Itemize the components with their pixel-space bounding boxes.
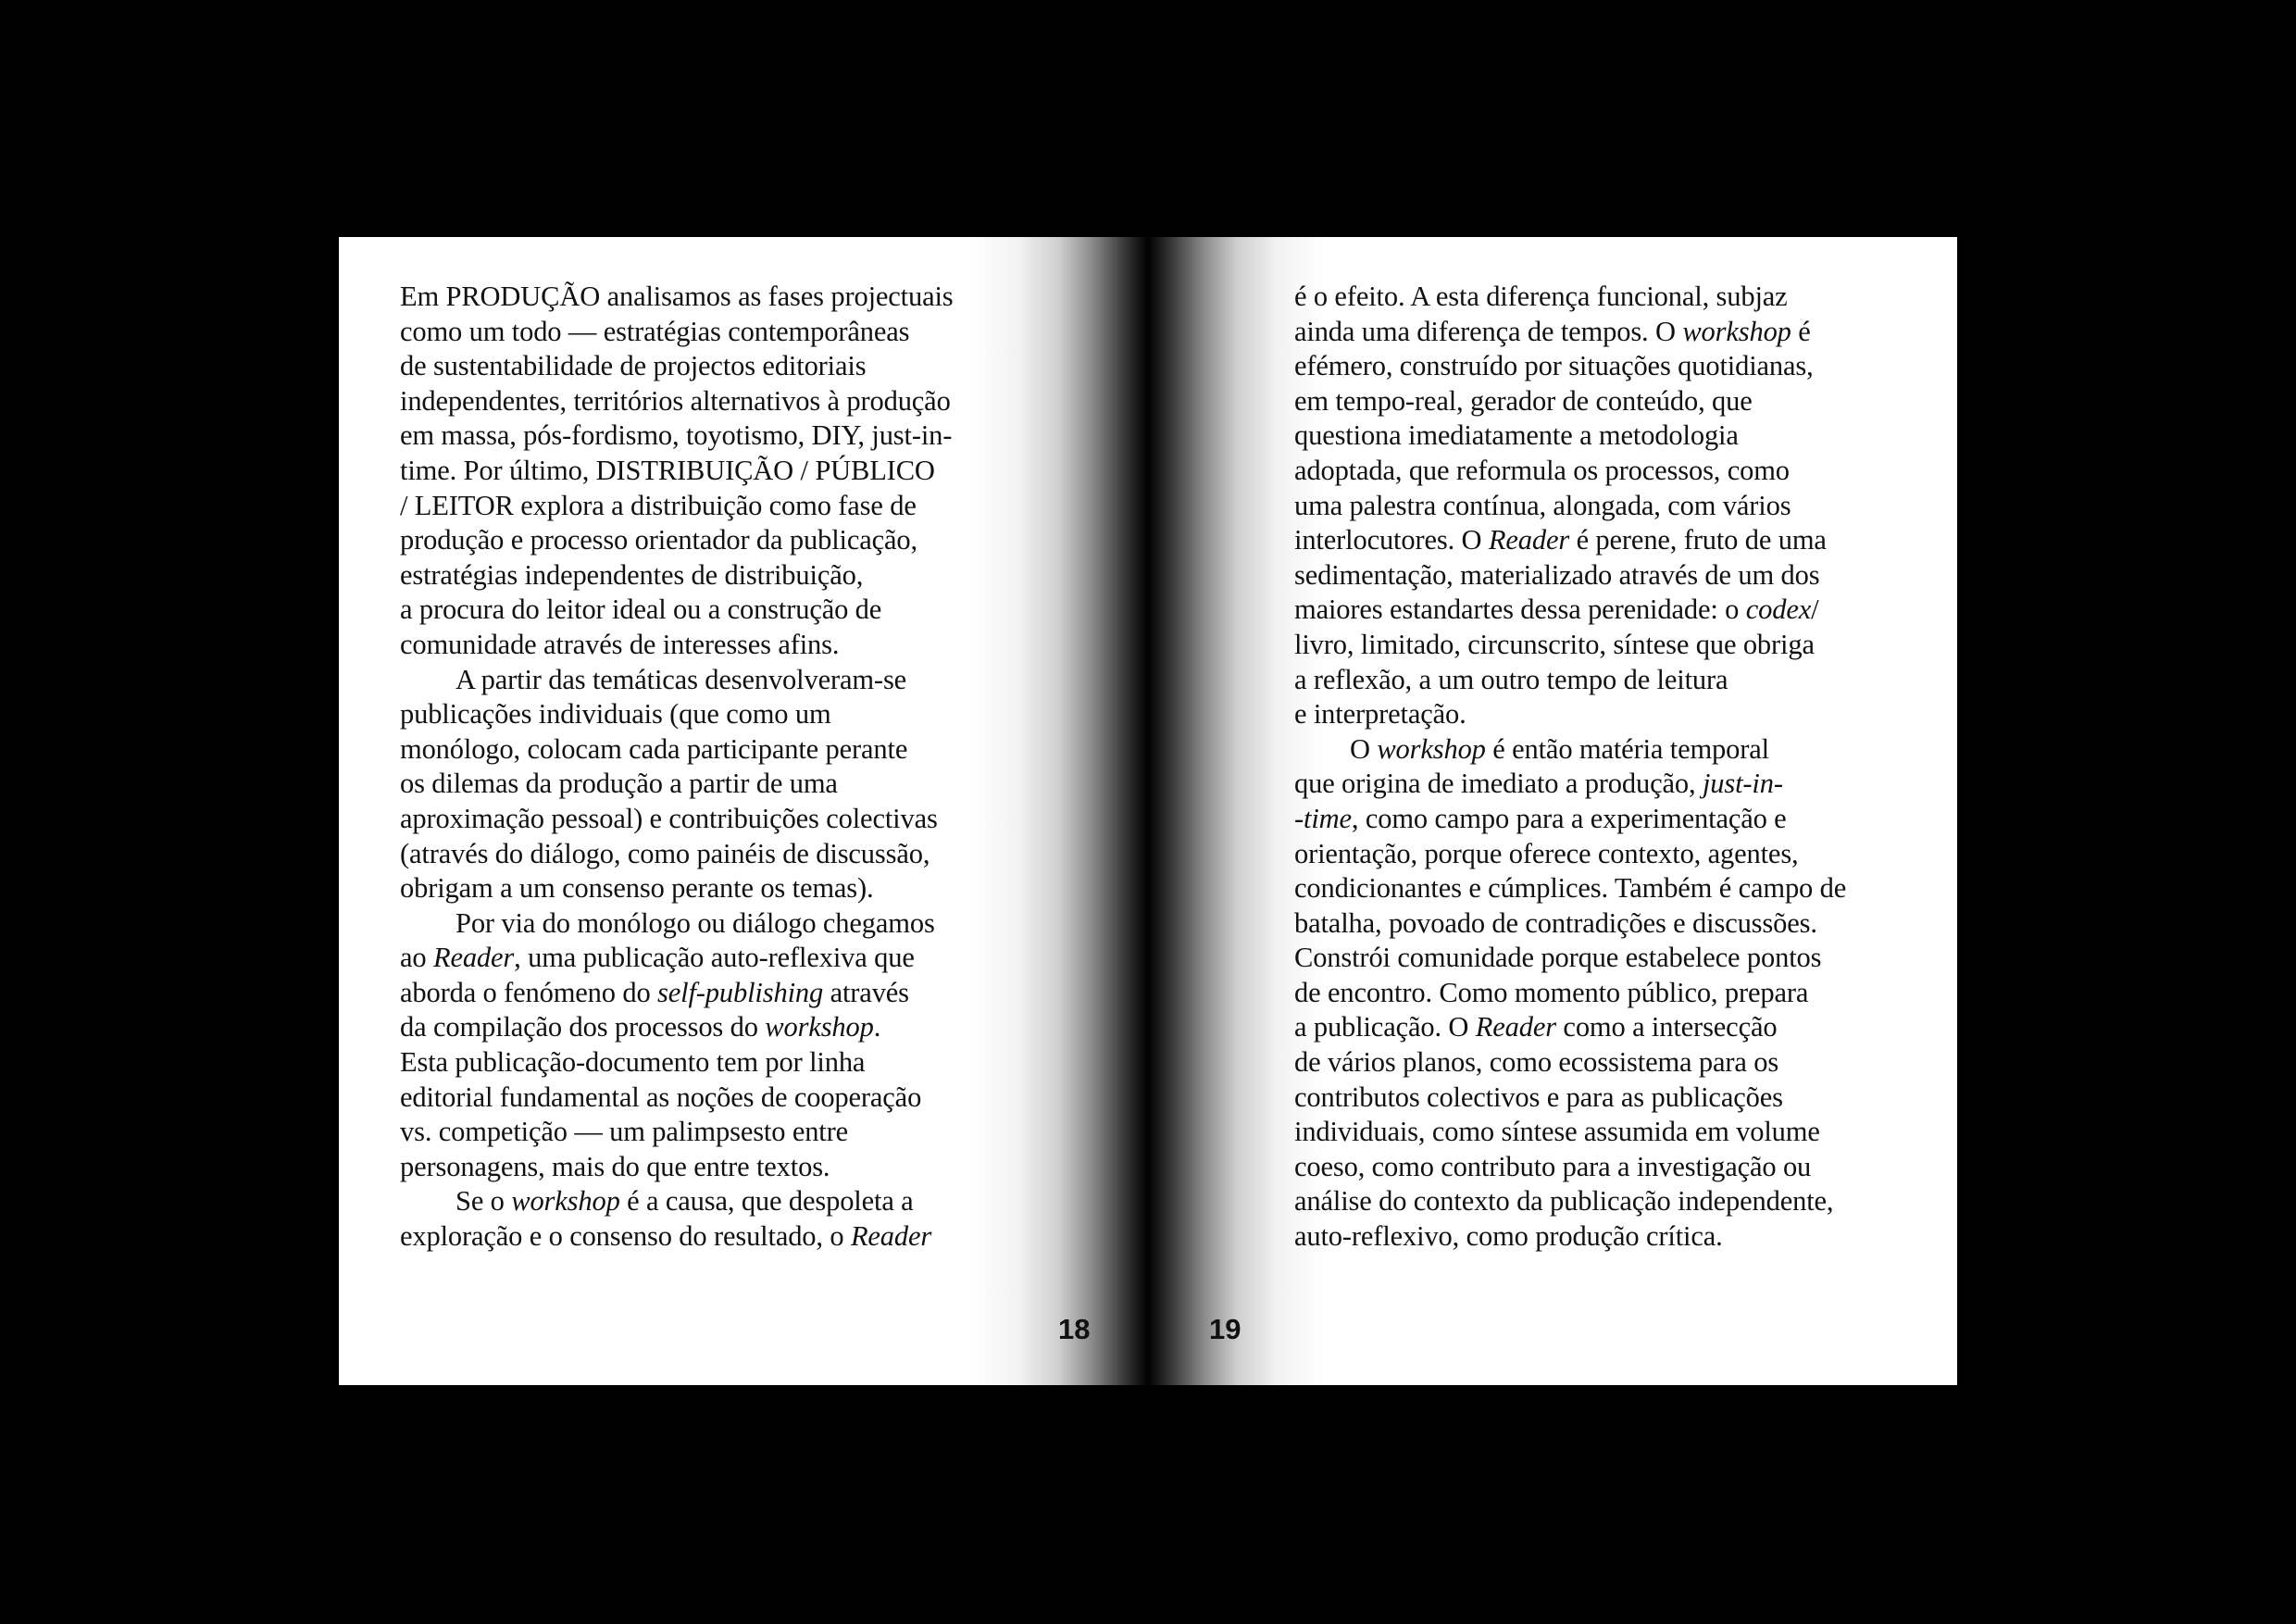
text-line (1294, 593, 1905, 628)
text-line (1294, 1081, 1905, 1116)
text-line (400, 558, 1011, 593)
text-line (1294, 523, 1905, 558)
text-line (1294, 489, 1905, 524)
text-line (1294, 315, 1905, 350)
text-line (400, 1219, 1011, 1255)
text-segment: é (1791, 315, 1811, 347)
text-line (1294, 1045, 1905, 1081)
text-line (400, 1115, 1011, 1150)
text-segment: O (1350, 732, 1378, 765)
left-page-number: 18 (1058, 1313, 1091, 1345)
text-segment: é então matéria temporal (1485, 732, 1769, 765)
text-line (1294, 871, 1905, 906)
text-segment: aproximação pessoal) e contribuições colectivas (400, 802, 938, 834)
text-line (400, 315, 1011, 350)
text-segment: time. Por último, DISTRIBUIÇÃO / PÚBLICO (400, 454, 935, 486)
text-line (400, 1150, 1011, 1185)
text-segment: uma palestra contínua, alongada, com vários (1294, 489, 1791, 521)
italic-text: Reader (1475, 1011, 1556, 1043)
text-segment: personagens, mais do que entre textos. (400, 1150, 830, 1182)
text-line (1294, 837, 1905, 872)
text-segment: editorial fundamental as noções de cooperação (400, 1081, 922, 1113)
italic-text: workshop (1682, 315, 1791, 347)
text-segment: estratégias independentes de distribuição, (400, 558, 864, 591)
text-line (400, 523, 1011, 558)
text-segment: interlocutores. O (1294, 524, 1489, 556)
left-page (339, 237, 1148, 1385)
text-line (1294, 732, 1905, 768)
text-segment: / LEITOR explora a distribuição como fase de (400, 489, 917, 521)
text-segment: / (1811, 593, 1819, 626)
text-segment: contributos colectivos e para as publicações (1294, 1081, 1783, 1113)
text-line (400, 697, 1011, 732)
text-line (400, 976, 1011, 1011)
text-segment: Por via do monólogo ou diálogo chegamos (455, 906, 935, 939)
text-segment: comunidade através de interesses afins. (400, 628, 840, 660)
book-spread (339, 237, 1957, 1385)
text-line (400, 280, 1011, 315)
text-segment: , uma publicação auto-reflexiva que (514, 942, 915, 974)
text-line (1294, 802, 1905, 837)
text-line (400, 1184, 1011, 1219)
text-line (400, 802, 1011, 837)
text-segment: Em PRODUÇÃO analisamos as fases projectuais (400, 281, 954, 312)
text-segment: auto-reflexivo, como produção crítica. (1294, 1220, 1723, 1253)
text-segment: e interpretação. (1294, 698, 1466, 731)
text-line (1294, 349, 1905, 384)
text-segment: em massa, pós-fordismo, toyotismo, DIY, just-in- (400, 419, 953, 452)
text-line (400, 732, 1011, 768)
right-page-text (1294, 280, 1905, 1255)
text-line (400, 593, 1011, 628)
text-segment: monólogo, colocam cada participante perante (400, 732, 908, 765)
text-segment: orientação, porque oferece contexto, agentes, (1294, 837, 1799, 869)
text-line (400, 628, 1011, 663)
left-page-text (400, 280, 1011, 1255)
right-page (1148, 237, 1957, 1385)
text-line (400, 837, 1011, 872)
text-line (1294, 767, 1905, 802)
text-segment: produção e processo orientador da publicação, (400, 524, 917, 556)
italic-text: self-publishing (657, 976, 824, 1008)
text-line (400, 489, 1011, 524)
italic-text: codex (1745, 593, 1812, 626)
text-line (1294, 697, 1905, 732)
italic-text: Reader (1488, 524, 1570, 556)
text-segment: como um todo — estratégias contemporâneas (400, 315, 910, 347)
text-line (1294, 906, 1905, 942)
text-segment: sedimentação, materializado através de um dos (1294, 558, 1820, 591)
text-segment: como a intersecção (1555, 1011, 1778, 1043)
italic-text: workshop (511, 1185, 620, 1218)
text-segment: a procura do leitor ideal ou a construção de (400, 593, 882, 626)
text-segment: é perene, fruto de uma (1569, 524, 1827, 556)
text-line (400, 1081, 1011, 1116)
text-line (400, 1010, 1011, 1045)
text-line (1294, 280, 1905, 315)
text-segment: que origina de imediato a produção, (1294, 768, 1703, 800)
text-line (400, 871, 1011, 906)
text-segment: , como campo para a experimentação e (1351, 802, 1787, 834)
text-segment: maiores estandartes dessa perenidade: o (1294, 593, 1746, 626)
right-page-number: 19 (1209, 1313, 1242, 1345)
text-line (400, 418, 1011, 454)
text-segment: A partir das temáticas desenvolveram-se (455, 663, 907, 695)
italic-text: Reader (850, 1220, 932, 1253)
text-line (400, 384, 1011, 419)
text-segment: ao (400, 942, 433, 974)
text-segment: livro, limitado, circunscrito, síntese que obriga (1294, 628, 1815, 660)
text-segment: da compilação dos processos do (400, 1011, 766, 1043)
text-line (400, 1045, 1011, 1081)
text-line (1294, 454, 1905, 489)
text-segment: de sustentabilidade de projectos editoriais (400, 350, 867, 382)
text-segment: batalha, povoado de contradições e discussões. (1294, 906, 1817, 939)
text-segment: questiona imediatamente a metodologia (1294, 419, 1739, 452)
italic-text: Reader (432, 942, 515, 974)
text-line (1294, 628, 1905, 663)
text-segment: em tempo-real, gerador de conteúdo, que (1294, 384, 1753, 417)
text-line (1294, 1150, 1905, 1185)
text-segment: a publicação. O (1294, 1011, 1476, 1043)
text-line (400, 906, 1011, 942)
text-segment: é a causa, que despoleta a (619, 1185, 914, 1218)
text-line (1294, 1010, 1905, 1045)
text-line (1294, 418, 1905, 454)
text-segment: . (873, 1011, 881, 1043)
text-line (400, 349, 1011, 384)
italic-text: -time (1294, 802, 1352, 834)
text-segment: de vários planos, como ecossistema para os (1294, 1046, 1779, 1079)
text-segment: independentes, territórios alternativos à produção (400, 384, 951, 417)
text-line (400, 941, 1011, 976)
text-line (1294, 976, 1905, 1011)
text-segment: através (823, 976, 909, 1008)
italic-text: workshop (765, 1011, 874, 1043)
text-segment: coeso, como contributo para a investigação ou (1294, 1150, 1812, 1182)
text-line (1294, 1115, 1905, 1150)
text-segment: análise do contexto da publicação independente, (1294, 1185, 1834, 1218)
italic-text: just-in- (1702, 768, 1783, 800)
text-segment: efémero, construído por situações quotidianas, (1294, 350, 1814, 382)
text-segment: condicionantes e cúmplices. Também é campo de (1294, 872, 1847, 905)
text-segment: exploração e o consenso do resultado, o (400, 1220, 851, 1253)
text-segment: obrigam a um consenso perante os temas). (400, 872, 874, 905)
text-segment: ainda uma diferença de tempos. O (1294, 315, 1683, 347)
text-segment: publicações individuais (que como um (400, 698, 831, 731)
text-segment: a reflexão, a um outro tempo de leitura (1294, 663, 1728, 695)
text-segment: (através do diálogo, como painéis de discussão, (400, 837, 930, 869)
text-line (1294, 941, 1905, 976)
text-line (1294, 663, 1905, 698)
text-segment: adoptada, que reformula os processos, como (1294, 454, 1790, 486)
text-segment: individuais, como síntese assumida em volume (1294, 1116, 1820, 1148)
text-segment: Se o (455, 1185, 512, 1218)
text-line (400, 663, 1011, 698)
italic-text: workshop (1377, 732, 1486, 765)
text-segment: Constrói comunidade porque estabelece pontos (1294, 942, 1822, 974)
text-line (400, 767, 1011, 802)
text-line (1294, 384, 1905, 419)
text-segment: é o efeito. A esta diferença funcional, subjaz (1294, 281, 1788, 312)
text-line (1294, 1184, 1905, 1219)
text-segment: aborda o fenómeno do (400, 976, 658, 1008)
text-line (1294, 1219, 1905, 1255)
text-segment: vs. competição — um palimpsesto entre (400, 1116, 849, 1148)
text-segment: Esta publicação-documento tem por linha (400, 1046, 866, 1079)
text-segment: de encontro. Como momento público, prepara (1294, 976, 1809, 1008)
text-line (400, 454, 1011, 489)
text-line (1294, 558, 1905, 593)
text-segment: os dilemas da produção a partir de uma (400, 768, 838, 800)
